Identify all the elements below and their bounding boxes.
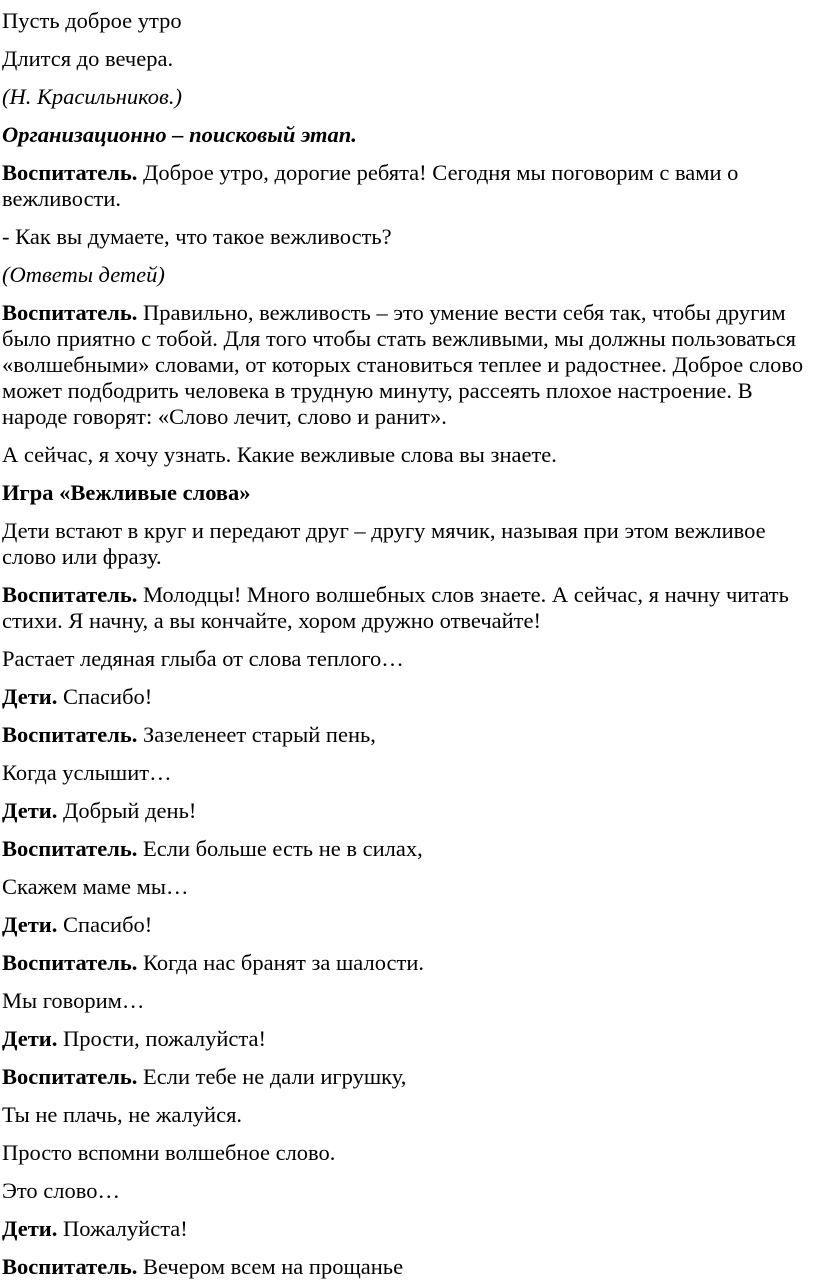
paragraph bbox=[2, 224, 814, 250]
line-text: Это слово… bbox=[2, 1178, 120, 1203]
line-text: - Как вы думаете, что такое вежливость? bbox=[2, 224, 392, 249]
line-text: Добрый день! bbox=[57, 798, 197, 823]
line-text: Когда нас бранят за шалости. bbox=[137, 950, 424, 975]
line-text: Доброе утро, дорогие ребята! Сегодня мы поговорим с вами о вежливости. bbox=[2, 160, 739, 211]
line-text: Молодцы! Много волшебных слов знаете. А сейчас, я начну читать стихи. Я начну, а вы кончайте, хором дружно отвечайте! bbox=[2, 582, 789, 633]
line-text: Пусть доброе утро bbox=[2, 8, 182, 33]
paragraph bbox=[2, 518, 814, 570]
line-text: Если тебе не дали игрушку, bbox=[137, 1064, 407, 1089]
paragraph bbox=[2, 646, 814, 672]
line-text: Прости, пожалуйста! bbox=[57, 1026, 266, 1051]
speaker-label: Воспитатель. bbox=[2, 1254, 138, 1279]
paragraph bbox=[2, 988, 814, 1014]
line-text: Ты не плачь, не жалуйся. bbox=[2, 1102, 243, 1127]
paragraph bbox=[2, 950, 814, 976]
line-text: Пожалуйста! bbox=[57, 1216, 188, 1241]
speaker-label: Воспитатель. bbox=[2, 950, 138, 975]
paragraph bbox=[2, 1216, 814, 1242]
line-text: Просто вспомни волшебное слово. bbox=[2, 1140, 336, 1165]
speaker-label: Дети. bbox=[2, 798, 58, 823]
paragraph bbox=[2, 836, 814, 862]
line-text: Спасибо! bbox=[57, 684, 153, 709]
line-text: Скажем маме мы… bbox=[2, 874, 189, 899]
paragraph bbox=[2, 442, 814, 468]
speaker-label: Дети. bbox=[2, 1026, 58, 1051]
paragraph bbox=[2, 760, 814, 786]
line-text: Когда услышит… bbox=[2, 760, 172, 785]
italic-text: (Ответы детей) bbox=[2, 262, 165, 287]
document-page bbox=[2, 0, 814, 1280]
line-text: Растает ледяная глыба от слова теплого… bbox=[2, 646, 404, 671]
paragraph bbox=[2, 300, 814, 430]
line-text: А сейчас, я хочу узнать. Какие вежливые слова вы знаете. bbox=[2, 442, 557, 467]
line-text: Зазеленеет старый пень, bbox=[137, 722, 376, 747]
stage-note bbox=[2, 262, 814, 288]
speaker-label: Дети. bbox=[2, 912, 58, 937]
paragraph bbox=[2, 1064, 814, 1090]
bold-text: Игра «Вежливые слова» bbox=[2, 480, 251, 505]
line-text: Вечером всем на прощанье bbox=[137, 1254, 404, 1279]
speaker-label: Дети. bbox=[2, 1216, 58, 1241]
speaker-label: Воспитатель. bbox=[2, 1064, 138, 1089]
paragraph bbox=[2, 1178, 814, 1204]
paragraph bbox=[2, 1254, 814, 1280]
paragraph bbox=[2, 8, 814, 34]
line-text: Правильно, вежливость – это умение вести себя так, чтобы другим было приятно с тобой. Для того чтобы стать вежливыми, мы должны пользоваться «волшебными» словами, от которых становиться теплее и радостнее. Доброе слово может подбодрить человека в трудную минуту, рассеять плохое настроение. В народе говорят: «Слово лечит, слово и ранит». bbox=[2, 300, 804, 429]
speaker-label: Воспитатель. bbox=[2, 722, 138, 747]
paragraph bbox=[2, 1102, 814, 1128]
paragraph bbox=[2, 160, 814, 212]
speaker-label: Воспитатель. bbox=[2, 582, 138, 607]
speaker-label: Дети. bbox=[2, 684, 58, 709]
section-heading bbox=[2, 122, 814, 148]
game-heading bbox=[2, 480, 814, 506]
italic-text: (Н. Красильников.) bbox=[2, 84, 182, 109]
paragraph bbox=[2, 46, 814, 72]
speaker-label: Воспитатель. bbox=[2, 160, 138, 185]
line-text: Дети встают в круг и передают друг – другу мячик, называя при этом вежливое слово или фразу. bbox=[2, 518, 766, 569]
speaker-label: Воспитатель. bbox=[2, 300, 138, 325]
line-text: Длится до вечера. bbox=[2, 46, 174, 71]
paragraph bbox=[2, 798, 814, 824]
paragraph bbox=[2, 1026, 814, 1052]
paragraph bbox=[2, 684, 814, 710]
paragraph bbox=[2, 912, 814, 938]
speaker-label: Воспитатель. bbox=[2, 836, 138, 861]
paragraph bbox=[2, 1140, 814, 1166]
paragraph bbox=[2, 582, 814, 634]
line-text: Мы говорим… bbox=[2, 988, 145, 1013]
paragraph bbox=[2, 722, 814, 748]
paragraph bbox=[2, 874, 814, 900]
line-text: Если больше есть не в силах, bbox=[137, 836, 423, 861]
author-attribution bbox=[2, 84, 814, 110]
line-text: Спасибо! bbox=[57, 912, 153, 937]
bold-italic-text: Организационно – поисковый этап. bbox=[2, 122, 357, 147]
